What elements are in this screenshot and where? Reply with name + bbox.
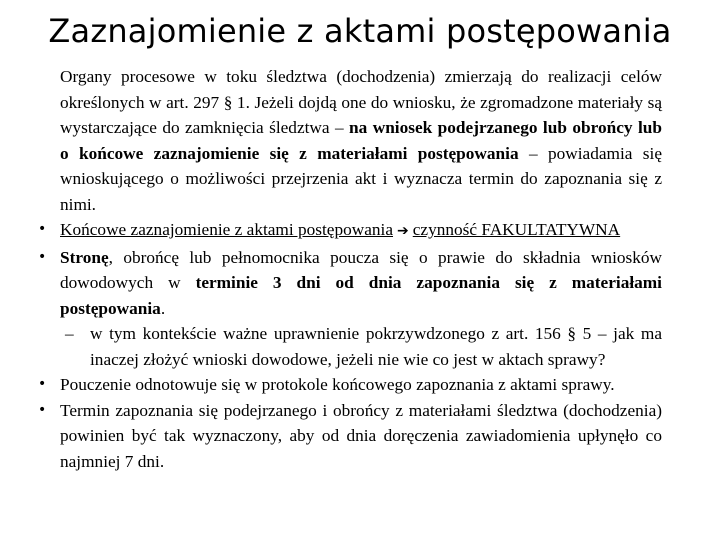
bullet-final-review	[38, 217, 662, 245]
dash-marker: –	[65, 324, 74, 343]
arrow-right-icon: ➔	[397, 223, 409, 239]
bullet-protocol-note: • Pouczenie odnotowuje się w protokole końcowego zapoznania z aktami sprawy.	[38, 372, 662, 398]
final-review-tail: czynność FAKULTATYWNA	[412, 220, 621, 239]
intro-paragraph	[60, 64, 662, 217]
final-review-underlined: Końcowe zaznajomienie z aktami postępowania	[60, 220, 394, 239]
bullet-deadline: • Termin zapoznania się podejrzanego i obrońcy z materiałami śledztwa (dochodzenia) powinien być tak wyznaczony, aby od dnia doręczenia zawiadomienia upłynęło co najmniej 7 dni.	[38, 398, 662, 475]
sub-bullet-victim-right	[65, 321, 662, 372]
slide-title: Zaznajomienie z aktami postępowania	[48, 12, 672, 50]
evidence-text-1: , obrońcę lub pełnomocnika poucza się o prawie do składnia wniosków dowodowych w	[60, 247, 662, 292]
bullet-evidence-motions	[38, 245, 662, 322]
intro-text-1: Organy procesowe w toku śledztwa (dochodzenia) zmierzają do realizacji celów określonych w art. 297 § 1. Jeżeli dojdą one do wniosku, że zgromadzone materiały są wystarczające do zamknięcia śledztwa –	[60, 67, 662, 137]
evidence-text-2: .	[160, 298, 166, 318]
evidence-bold-1: Stronę	[60, 247, 109, 267]
victim-right-text: w tym kontekście ważne uprawnienie pokrzywdzonego z art. 156 § 5 – jak ma inaczej złożyć wnioski dowodowe, jeżeli nie wie co jest w aktach sprawy?	[90, 324, 662, 369]
intro-text-2: – powiadamia się wnioskującego o możliwości przejrzenia akt i wyznacza termin do zapoznania się z nimi.	[60, 143, 662, 214]
intro-bold: na wniosek podejrzanego lub obrońcy lub o końcowe zaznajomienie się z materiałami postępowania	[60, 118, 662, 163]
slide-content	[38, 64, 662, 474]
evidence-bold-2: terminie 3 dni od dnia zapoznania się z materiałami postępowania	[60, 273, 662, 318]
